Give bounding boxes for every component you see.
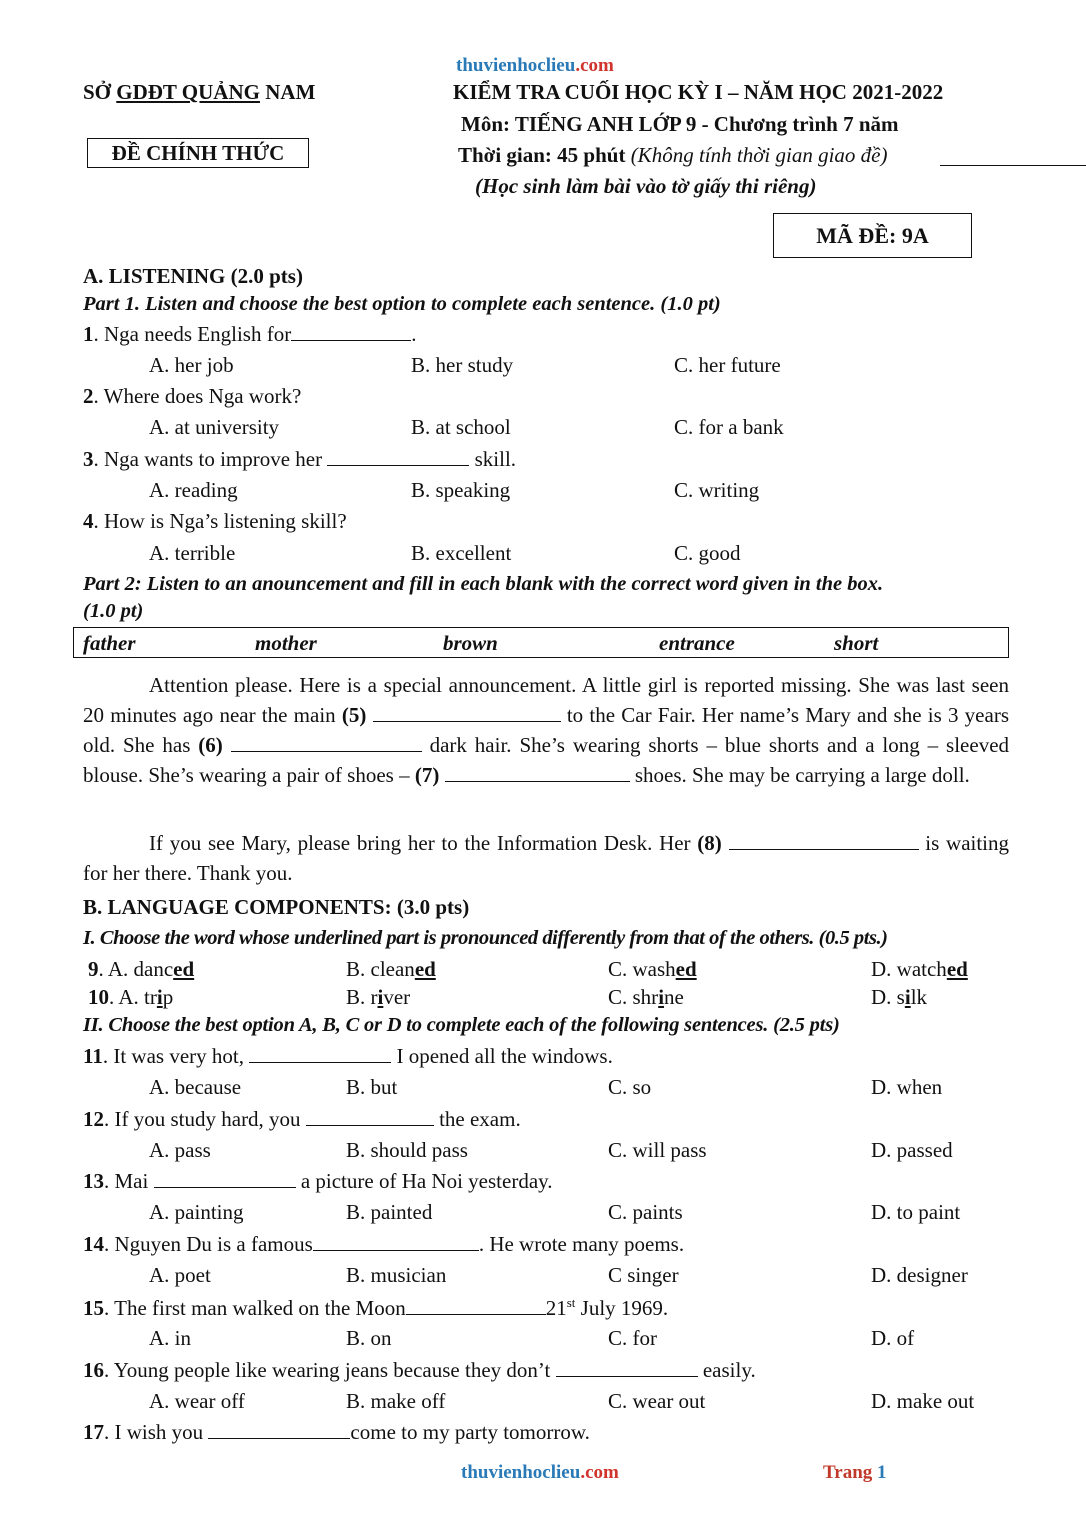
q3-option-a[interactable]: A. reading (149, 478, 238, 502)
q2-option-c[interactable]: C. for a bank (674, 415, 784, 439)
q1-option-a[interactable]: A. her job (149, 353, 234, 377)
q13-option-c[interactable]: C. paints (608, 1200, 683, 1224)
footer-site: thuvienhoclieu.com (461, 1462, 619, 1483)
word-box-item: entrance (659, 631, 735, 655)
part2-points: (1.0 pt) (83, 600, 144, 622)
question-2: 2. Where does Nga work? (83, 384, 302, 408)
q11-option-a[interactable]: A. because (149, 1075, 242, 1099)
q9-option-b[interactable]: B. cleaned (346, 957, 436, 981)
announcement-paragraph-1: Attention please. Here is a special announcement. A little girl is reported missing. She was last seen 20 minutes ago near the main (5) to the Car Fair. Her name’s Mary and she is 3 years old. She has (6) dark hair. She’s wearing shorts – blue shorts and a long – sleeved blouse. She’s wearing a pair of shoes – (7) shoes. She may be carrying a large doll. (83, 673, 1010, 787)
question-15: 15. The first man walked on the Moon 21st July 1969. (83, 1295, 669, 1320)
question-1: 1. Nga needs English for . (83, 322, 417, 346)
section-b-title: B. LANGUAGE COMPONENTS: (3.0 pts) (83, 895, 470, 919)
q12-option-d[interactable]: D. passed (871, 1138, 953, 1162)
announcement-paragraph-2: If you see Mary, please bring her to the Information Desk. Her (8) is waiting for her there. Thank you. (83, 831, 1010, 885)
exam-code: MÃ ĐỀ: 9A (773, 213, 972, 258)
student-note: (Học sinh làm bài vào tờ giấy thi riêng) (475, 174, 817, 198)
q16-option-d[interactable]: D. make out (871, 1389, 975, 1413)
q15-option-c[interactable]: C. for (608, 1326, 657, 1350)
q14-option-d[interactable]: D. designer (871, 1263, 968, 1287)
q14-option-a[interactable]: A. poet (149, 1263, 211, 1287)
question-16: 16. Young people like wearing jeans because they don’t easily. (83, 1358, 756, 1382)
official-badge: ĐỀ CHÍNH THỨC (87, 138, 309, 168)
q12-option-b[interactable]: B. should pass (346, 1138, 468, 1162)
word-box-item: mother (255, 631, 317, 655)
q3-option-c[interactable]: C. writing (674, 478, 760, 502)
q4-option-a[interactable]: A. terrible (149, 541, 236, 565)
word-box (73, 627, 1009, 658)
q3-option-b[interactable]: B. speaking (411, 478, 511, 502)
question-14: 14. Nguyen Du is a famous . He wrote many poems. (83, 1232, 685, 1256)
q12-option-a[interactable]: A. pass (149, 1138, 211, 1162)
question-3: 3. Nga wants to improve her skill. (83, 447, 517, 471)
part1-instruction: Part 1. Listen and choose the best option to complete each sentence. (1.0 pt) (83, 293, 721, 315)
q4-option-c[interactable]: C. good (674, 541, 741, 565)
q2-option-b[interactable]: B. at school (411, 415, 511, 439)
q9-option-d[interactable]: D. watched (871, 957, 968, 981)
part2-instruction: Part 2: Listen to an anouncement and fill in each blank with the correct word given in the box. (83, 573, 884, 595)
department: SỞ GDĐT QUẢNG NAM (83, 80, 316, 104)
question-11: 11. It was very hot, I opened all the windows. (83, 1044, 613, 1068)
q15-option-b[interactable]: B. on (346, 1326, 392, 1350)
q10-option-d[interactable]: D. silk (871, 985, 928, 1009)
q1-option-b[interactable]: B. her study (411, 353, 514, 377)
section-a-title: A. LISTENING (2.0 pts) (83, 264, 303, 288)
q14-option-b[interactable]: B. musician (346, 1263, 447, 1287)
question-4: 4. How is Nga’s listening skill? (83, 509, 347, 533)
q2-option-a[interactable]: A. at university (149, 415, 280, 439)
q16-option-b[interactable]: B. make off (346, 1389, 446, 1413)
q15-option-d[interactable]: D. of (871, 1326, 915, 1350)
word-box-item: brown (443, 631, 498, 655)
q10-option-b[interactable]: B. river (346, 985, 411, 1009)
q12-option-c[interactable]: C. will pass (608, 1138, 707, 1162)
grammar-instruction: II. Choose the best option A, B, C or D to complete each of the following sentences. (2.5 pts) (83, 1014, 840, 1036)
pronunciation-instruction: I. Choose the word whose underlined part is pronounced differently from that of the others. (0.5 pts.) (83, 927, 888, 949)
q10-option-a[interactable]: 10. A. trip (88, 985, 174, 1009)
q1-option-c[interactable]: C. her future (674, 353, 781, 377)
q4-option-b[interactable]: B. excellent (411, 541, 512, 565)
question-13: 13. Mai a picture of Ha Noi yesterday. (83, 1169, 553, 1193)
q11-option-c[interactable]: C. so (608, 1075, 652, 1099)
q13-option-d[interactable]: D. to paint (871, 1200, 961, 1224)
q9-option-a[interactable]: 9. A. danced (88, 957, 195, 981)
q14-option-c[interactable]: C singer (608, 1263, 679, 1287)
q10-option-c[interactable]: C. shrine (608, 985, 684, 1009)
q15-option-a[interactable]: A. in (149, 1326, 191, 1350)
q13-option-b[interactable]: B. painted (346, 1200, 433, 1224)
exam-title: KIỂM TRA CUỐI HỌC KỲ I – NĂM HỌC 2021-2022 (453, 80, 944, 104)
subject: Môn: TIẾNG ANH LỚP 9 - Chương trình 7 năm (461, 112, 899, 136)
site-watermark: thuvienhoclieu.com (456, 55, 614, 76)
q13-option-a[interactable]: A. painting (149, 1200, 244, 1224)
q11-option-d[interactable]: D. when (871, 1075, 943, 1099)
q16-option-c[interactable]: C. wear out (608, 1389, 706, 1413)
question-12: 12. If you study hard, you the exam. (83, 1107, 521, 1131)
word-box-item: short (834, 631, 879, 655)
q11-option-b[interactable]: B. but (346, 1075, 398, 1099)
question-17: 17. I wish you come to my party tomorrow. (83, 1420, 590, 1444)
page-number: Trang 1 (823, 1462, 887, 1483)
q16-option-a[interactable]: A. wear off (149, 1389, 245, 1413)
word-box-item: father (83, 631, 136, 655)
header-rule (940, 165, 1086, 166)
time-limit: Thời gian: 45 phút (Không tính thời gian giao đề) (458, 143, 888, 167)
q9-option-c[interactable]: C. washed (608, 957, 697, 981)
